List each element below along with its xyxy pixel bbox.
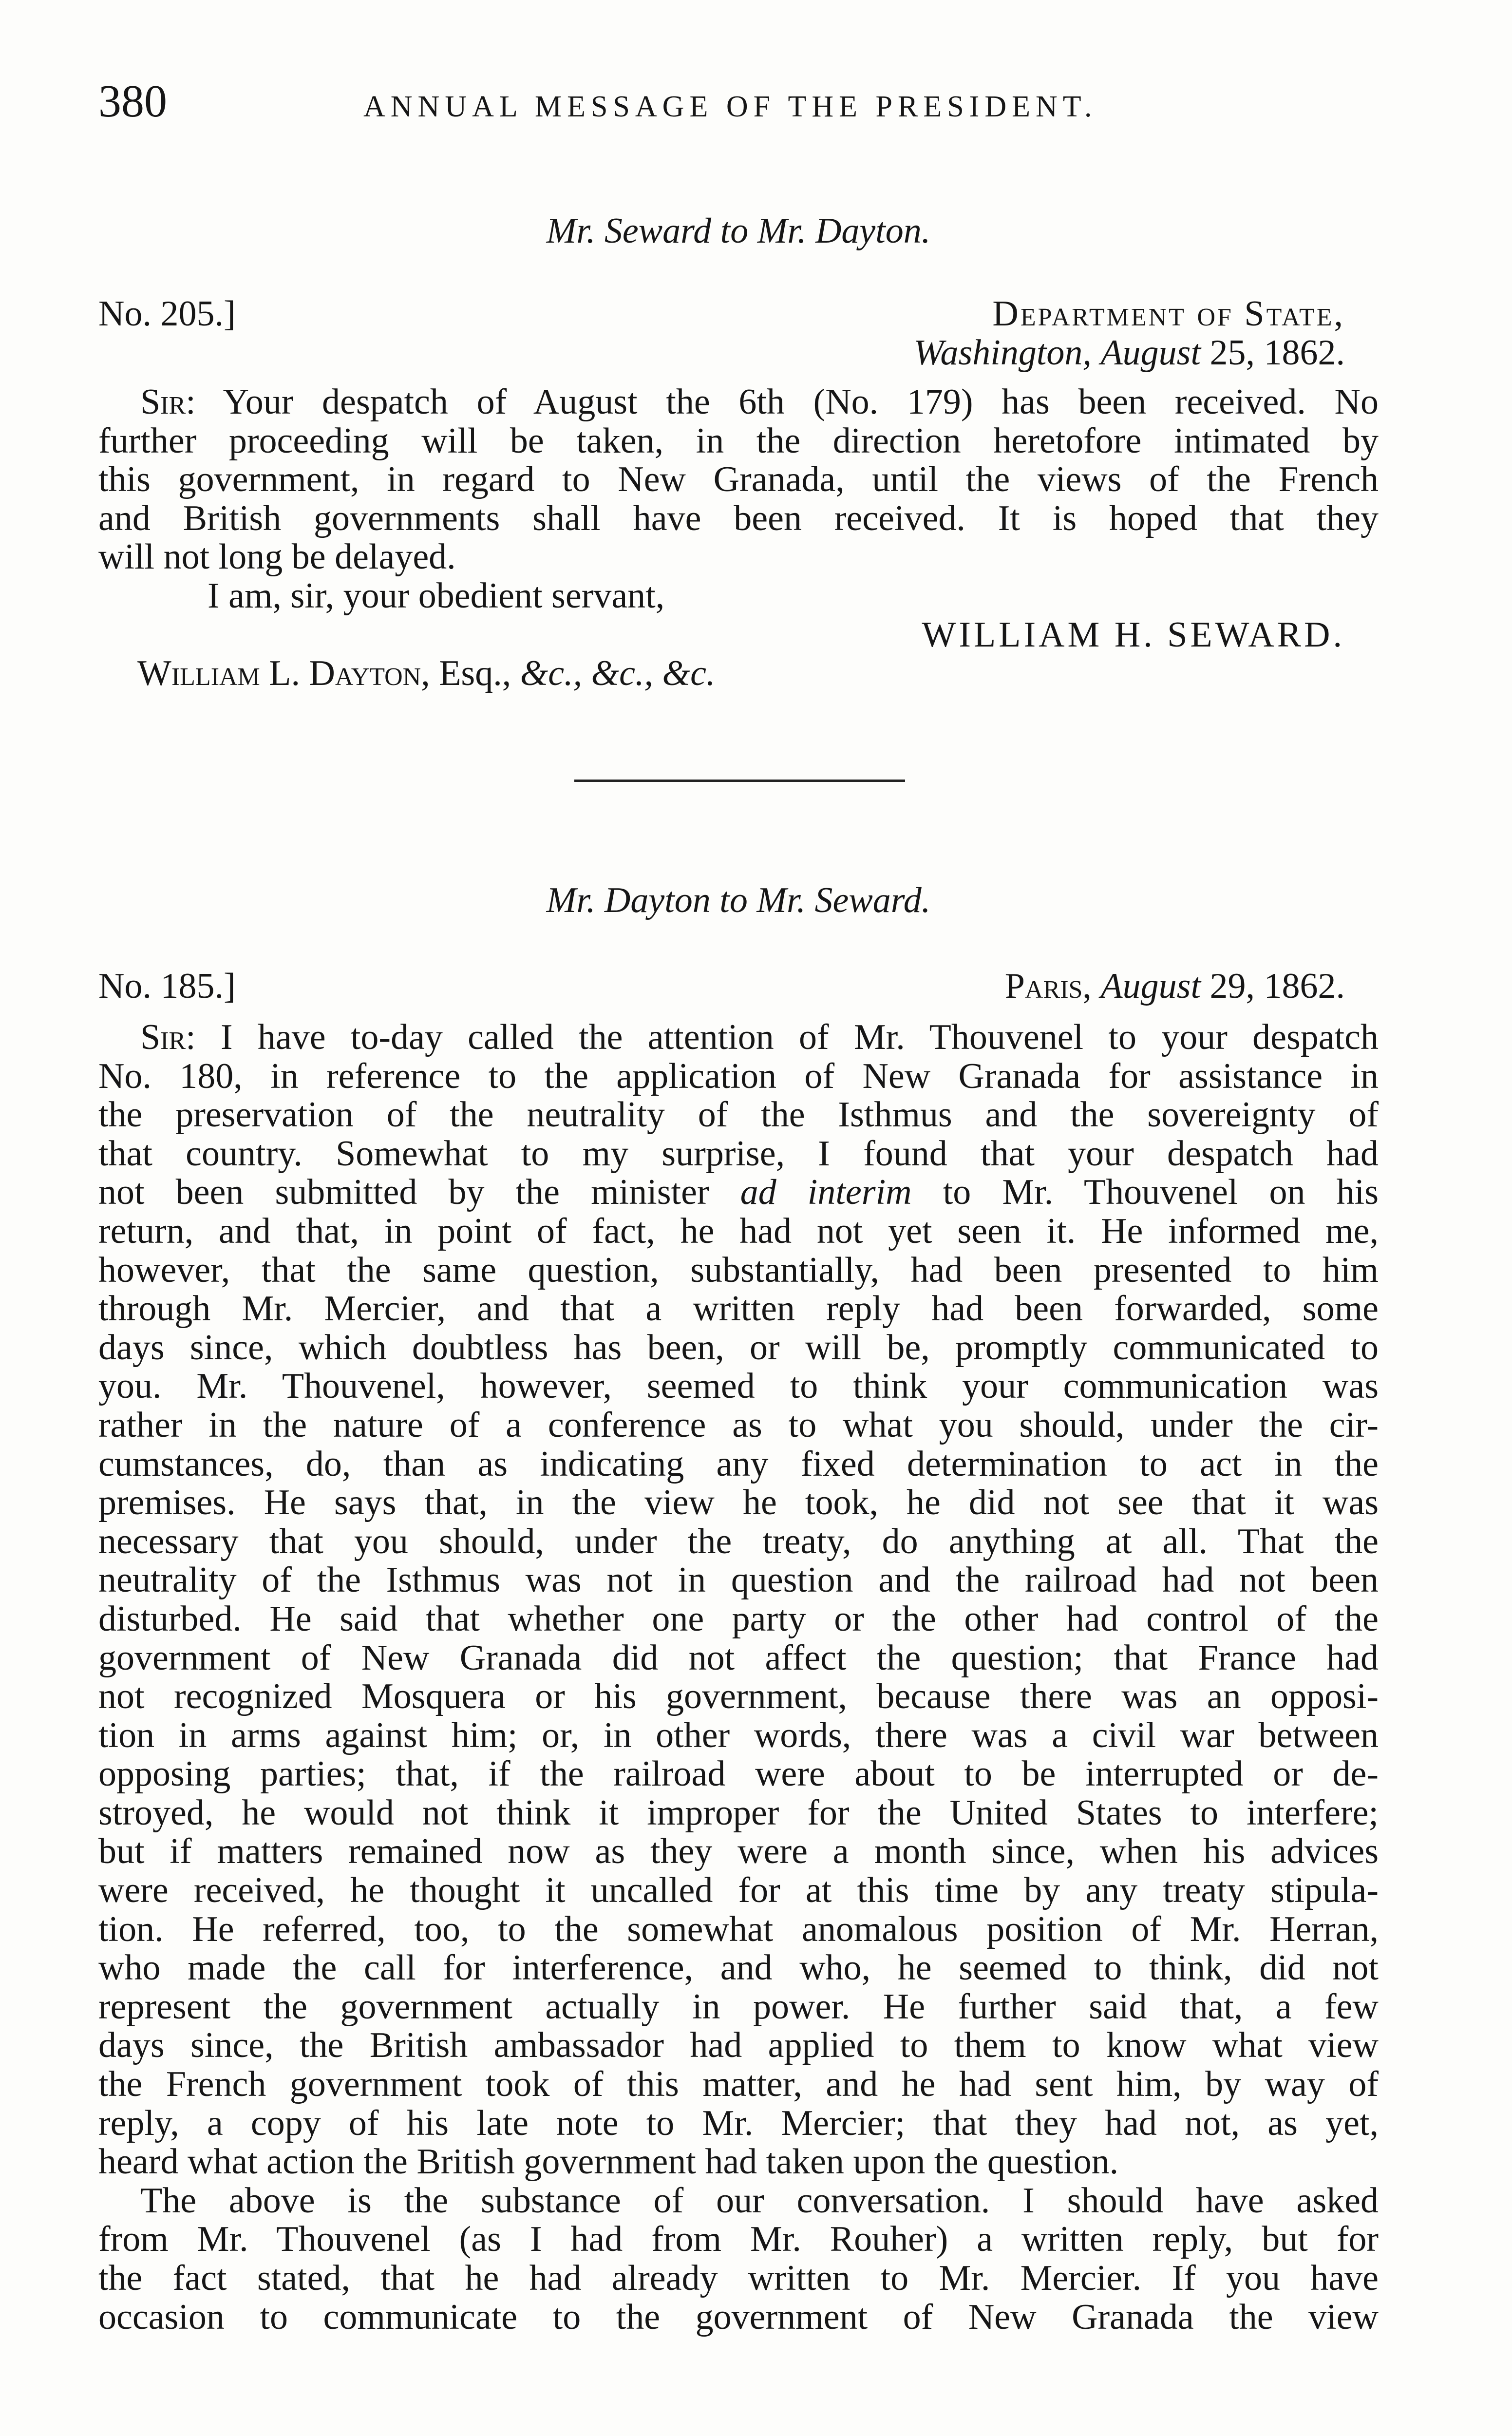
body-line (98, 1173, 1379, 1212)
body-line: cumstances, do, than as indicating any fixed determination to act in the (98, 1445, 1379, 1484)
date-line (1005, 967, 1345, 1006)
number-line (98, 967, 1379, 1006)
body-line: heard what action the British government had taken upon the question. (98, 2143, 1119, 2182)
month: August (1100, 967, 1201, 1006)
body-line: return, and that, in point of fact, he had not yet seen it. He informed me, (98, 1212, 1379, 1251)
body-line: not recognized Mosquera or his government, because there was an opposi- (98, 1677, 1379, 1716)
body-line: the fact stated, that he had already written to Mr. Mercier. If you have (98, 2259, 1379, 2298)
despatch-number: No. 185.] (98, 967, 236, 1006)
city: Washington, (913, 333, 1092, 373)
section-divider-rule (574, 780, 905, 782)
letter-2-heading-block (98, 881, 1379, 920)
body-line-text: I have to-day called the attention of Mr. Thouvenel to your despatch (221, 1018, 1379, 1057)
letter-heading-text: Mr. Dayton to Mr. Seward. (546, 881, 931, 920)
body-line: the preservation of the neutrality of the Isthmus and the sovereignty of (98, 1096, 1379, 1135)
despatch-number: No. 205.] (98, 295, 236, 334)
body-line: and British governments shall have been received. It is hoped that they (98, 499, 1379, 538)
addressee-title: , Esq., (421, 654, 511, 693)
body-line: however, that the same question, substantially, had been presented to him (98, 1251, 1379, 1290)
body-line: you. Mr. Thouvenel, however, seemed to think your communication was (98, 1367, 1379, 1406)
body-line: will not long be delayed. (98, 538, 456, 577)
addressee-etc: &c., &c., &c. (520, 654, 716, 693)
body-line: No. 180, in reference to the application of New Granada for assistance in (98, 1057, 1379, 1096)
number-line (98, 295, 1379, 334)
salutation: Sir: (140, 1018, 196, 1057)
body-line (98, 1018, 1379, 1057)
letter-1-heading-block (98, 212, 1379, 251)
month: August (1100, 333, 1201, 373)
body-line-text: Your despatch of August the 6th (No. 179) has been received. No (223, 383, 1379, 422)
body-line: that country. Somewhat to my surprise, I found that your despatch had (98, 1134, 1379, 1174)
body-line: days since, which doubtless has been, or will be, promptly communicated to (98, 1328, 1379, 1368)
body-line: tion. He referred, too, to the somewhat anomalous position of Mr. Herran, (98, 1910, 1379, 1949)
body-line: occasion to communicate to the government of New Granada the view (98, 2298, 1379, 2337)
letter-1-dateline (98, 295, 1379, 372)
letter-heading-text: Mr. Seward to Mr. Dayton. (546, 212, 931, 251)
body-line: but if matters remained now as they were a month since, when his advices (98, 1832, 1379, 1872)
body-line: were received, he thought it uncalled for at this time by any treaty stipula- (98, 1871, 1379, 1910)
addressee-name: William L. Dayton (137, 654, 421, 693)
letter-2-body (98, 1018, 1379, 2337)
body-line: who made the call for interference, and who, he seemed to think, did not (98, 1949, 1379, 1988)
page-number: 380 (98, 76, 167, 127)
body-line: government of New Granada did not affect the question; that France had (98, 1638, 1379, 1678)
body-line: neutrality of the Isthmus was not in question and the railroad had not been (98, 1561, 1379, 1600)
body-line: disturbed. He said that whether one party or the other had control of the (98, 1599, 1379, 1639)
body-line: from Mr. Thouvenel (as I had from Mr. Rouher) a written reply, but for (98, 2220, 1379, 2259)
addressee (98, 654, 1379, 693)
body-line: premises. He says that, in the view he took, he did not see that it was (98, 1484, 1379, 1522)
body-line: necessary that you should, under the treaty, do anything at all. That the (98, 1522, 1379, 1561)
signature: WILLIAM H. SEWARD. (922, 615, 1345, 655)
closing: I am, sir, your obedient servant, (208, 576, 665, 616)
body-line: days since, the British ambassador had applied to them to know what view (98, 2026, 1379, 2066)
body-line: represent the government actually in power. He further said that, a few (98, 1987, 1379, 2027)
body-line: stroyed, he would not think it improper for the United States to interfere; (98, 1793, 1379, 1833)
body-line: opposing parties; that, if the railroad were about to be interrupted or de- (98, 1755, 1379, 1794)
body-line-text: to Mr. Thouvenel on his (943, 1173, 1379, 1212)
body-line: The above is the substance of our conversation. I should have asked (140, 2181, 1379, 2221)
body-line: tion in arms against him; or, in other words, there was a civil war between (98, 1716, 1379, 1755)
letter-1-body (98, 383, 1379, 693)
date-line (98, 334, 1379, 373)
letter-heading (98, 212, 1379, 251)
body-line: reply, a copy of his late note to Mr. Mercier; that they had not, as yet, (98, 2104, 1379, 2143)
latin-phrase: ad interim (740, 1173, 912, 1212)
body-line: through Mr. Mercier, and that a written reply had been forwarded, some (98, 1290, 1379, 1329)
body-line: the French government took of this matter, and he had sent him, by way of (98, 2065, 1379, 2104)
letter-2-dateline (98, 967, 1379, 1006)
letter-heading (98, 881, 1379, 920)
body-line-text: not been submitted by the minister (98, 1173, 709, 1212)
running-head: ANNUAL MESSAGE OF THE PRESIDENT. (363, 90, 1097, 123)
body-line: further proceeding will be taken, in the direction heretofore intimated by (98, 421, 1379, 461)
body-line: this government, in regard to New Granada, until the views of the French (98, 460, 1379, 499)
day-year: 25, 1862. (1210, 333, 1345, 373)
body-line: rather in the nature of a conference as to what you should, under the cir- (98, 1406, 1379, 1445)
office-name: Department of State, (992, 295, 1345, 334)
body-line (98, 383, 1379, 422)
city: Paris, (1004, 967, 1092, 1006)
day-year: 29, 1862. (1210, 967, 1345, 1006)
salutation: Sir: (140, 383, 196, 422)
